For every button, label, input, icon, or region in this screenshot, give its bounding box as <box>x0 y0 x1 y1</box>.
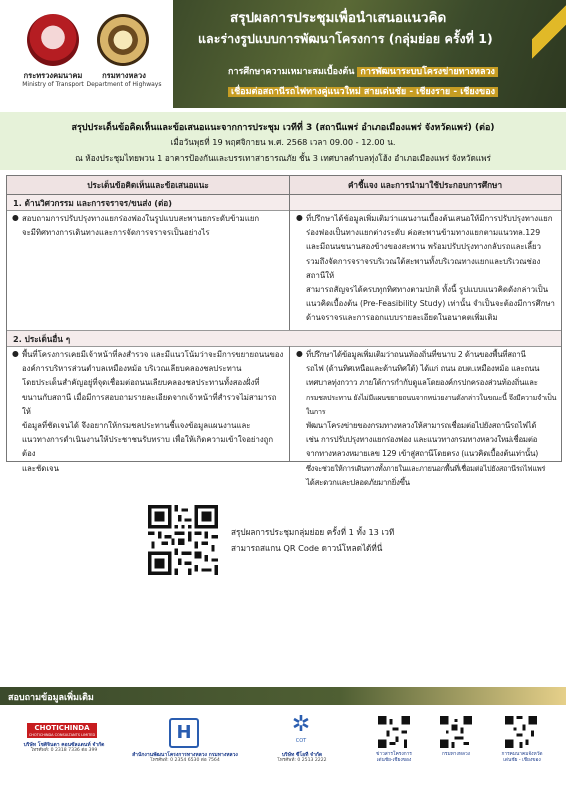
meeting-info-box <box>0 112 566 170</box>
chotichinda-logo: CHOTICHINDA <box>27 723 97 733</box>
bullet: ● <box>12 349 19 358</box>
footer-qr-transport-label <box>493 752 551 764</box>
page-title-line2: และร่างรูปแบบการพัฒนาโครงการ (กลุ่มย่อย ครั้งที่ 1) <box>198 31 493 46</box>
qr-label-line: การคมนาคมจังหวัด <box>501 752 543 757</box>
org1-english-name: Ministry of Transport <box>22 81 84 88</box>
text-line: แนวคิดเบื้องต้น (Pre-Feasibility Study) เท่านั้น จำเป็นจะต้องมีการศึกษา <box>306 299 555 309</box>
qr-label-line: เด่นชัย - เชียงของ <box>503 758 541 763</box>
text-line: ด้านจราจรและการออกแบบรายละเอียดในอนาคตเพิ่มเติม <box>306 313 498 323</box>
subtitle-route: เชื่อมต่อสถานีรถไฟทางคู่แนวใหม่ สายเด่นชัย - เชียงราย - เชียงของ <box>228 87 498 97</box>
column-header-comments: ประเด็นข้อคิดเห็นและข้อเสนอแนะ <box>87 180 209 190</box>
org2-english-name: Department of Highways <box>86 81 162 88</box>
column-divider <box>289 176 290 330</box>
meeting-date: เมื่อวันพุธที่ 19 พฤศจิกายน พ.ศ. 2568 เวลา 09.00 - 12.00 น. <box>170 137 396 147</box>
footer-qr-highways[interactable] <box>440 716 472 748</box>
footer-qr-highways-label <box>430 752 482 758</box>
s1-comment <box>22 212 284 240</box>
contact-highways <box>130 752 240 764</box>
text-line: เทศบาลทุ่งกวาว ภายใต้การกำกับดูแลโดยองค์กรปกครองส่วนท้องถิ่นและ <box>306 378 538 388</box>
page-title-line1: สรุปผลการประชุมเพื่อนำเสนอแนวคิด <box>230 10 447 26</box>
text-line: พื้นที่โครงการเคยมีเจ้าหน้าที่ลงสำรวจ และมีแนวโน้มว่าจะมีการขยายถนนของ <box>22 350 284 359</box>
contact-name: สำนักงานพัฒนาโครงการทางหลวง กรมทางหลวง <box>132 752 238 758</box>
contact-phone: โทรศัพท์: 0 2513 2222 <box>277 758 327 763</box>
qr-caption-line2: สามารถสแกน QR Code ดาวน์โหลดได้ที่นี่ <box>231 543 383 553</box>
qr-caption-line1: สรุปผลการประชุมกลุ่มย่อย ครั้งที่ 1 ทั้ง 13 เวที <box>231 527 395 537</box>
text-line: โดยประเด็นสำคัญอยู่ที่จุดเชื่อมต่อถนนเลียบคลองชลประทานทั้งสองฝั่งที่ <box>22 378 260 388</box>
qr-label-line: กรมทางหลวง <box>442 752 470 757</box>
text-line: และชัดเจน <box>22 463 59 473</box>
table-header-row <box>7 176 561 195</box>
page-header <box>0 0 566 108</box>
column-header-responses: คำชี้แจง และการนำมาใช้ประกอบการศึกษา <box>347 180 503 190</box>
footer-qr-project[interactable] <box>378 716 410 748</box>
section2-label: 2. ประเด็นอื่น ๆ <box>13 334 71 344</box>
download-qr-code[interactable] <box>148 505 218 575</box>
text-line: ข้อมูลที่ชัดเจนได้ จึงอยากให้กรมชลประทานชี้แจงข้อมูลแผนงานและ <box>22 421 251 431</box>
bullet: ● <box>12 213 19 222</box>
meeting-venue: ณ ห้องประชุมไทยพวน 1 อาคารป้องกันและบรรเทาสาธารณภัย ชั้น 3 เทศบาลตำบลทุ่งโฮ้ง อำเภอเมืองแพร่ จังหวัดแพร่ <box>75 153 491 163</box>
section1-label: 1. ด้านวิศวกรรม และการจราจร/ขนส่ง (ต่อ) <box>13 198 172 208</box>
org-highways <box>84 71 164 89</box>
text-line: องค์การบริหารส่วนตำบลเหมืองหม้อ บริเวณเลียบคลองชลประทาน <box>22 364 242 374</box>
contact-name: บริษัท ซีโอที จำกัด <box>281 752 323 758</box>
qr-label-line: ข่าวสารโครงการ <box>376 752 412 757</box>
column-divider <box>289 346 290 461</box>
text-line: เช่น การปรับปรุงทางแยกร่องฟอง และแนวทางกรมทางหลวงใหม่เชื่อมต่อ <box>306 435 538 445</box>
text-line: จากทางหลวงหมายเลข 129 เข้าสู่สถานีโดยตรง (แนวคิดเบื้องต้นเท่านั้น) <box>306 449 539 459</box>
footer-title: สอบถามข้อมูลเพิ่มเติม <box>8 693 94 703</box>
contact-chotichinda <box>14 742 114 754</box>
text-line: สอบถามการปรับปรุงทางแยกร่องฟองในรูปแบบสะพานยกระดับข้ามแยก <box>22 214 260 223</box>
s2-response <box>306 348 558 490</box>
chotichinda-logo-subtitle: CHOTICHINDA CONSULTANTS LIMITED <box>28 733 96 737</box>
s1-response <box>306 212 558 326</box>
footer-bar <box>0 687 566 705</box>
banner-accent-stripe <box>532 0 566 64</box>
text-line: ซึ่งจะช่วยให้การเดินทางทั้งภายในและภายนอกพื้นที่เชื่อมต่อไปยังสถานีรถไฟแพร่ <box>306 463 546 473</box>
s2-comment <box>22 348 284 476</box>
text-line: แนวทางการดำเนินงานให้ประชาชนรับทราบ เพื่อให้เกิดความเข้าใจอย่างถูกต้อง <box>22 435 274 459</box>
text-line: พัฒนาโครงข่ายของกรมทางหลวงให้สามารถเชื่อมต่อไปยังสถานีรถไฟได้ <box>306 421 537 431</box>
text-line: ที่ปรึกษาได้ข้อมูลเพิ่มเติมว่าถนนท้องถิ่นที่ขนาบ 2 ด้านของพื้นที่สถานี <box>306 350 526 359</box>
subtitle-text: การศึกษาความเหมาะสมเบื้องต้น <box>228 67 355 77</box>
section-header-engineering <box>7 195 561 211</box>
text-line: ขนานกับสถานี เมื่อมีการสอบถามรายละเอียดจากเจ้าหน้าที่สำรวจไม่สามารถให้ <box>22 392 277 416</box>
contact-phone: โทรศัพท์: 0 2354 6530 ต่อ 7564 <box>150 758 220 763</box>
contact-phone: โทรศัพท์: 0 2318 7336 ต่อ 399 <box>30 748 98 753</box>
text-line: จะมีทิศทางการเดินทางและการจัดการจราจรเป็นอย่างไร <box>22 228 210 238</box>
text-line: ที่ปรึกษาได้ข้อมูลเพิ่มเติมว่าแผนงานเบื้องต้นเสนอให้มีการปรับปรุงทางแยก <box>306 214 553 223</box>
text-line: รวมถึงจัดการจราจรบริเวณใต้สะพานทั้งบริเวณทางแยกและบริเวณช่องสถานีให้ <box>306 256 541 280</box>
page-subtitle-line1 <box>228 64 498 78</box>
footer-qr-transport[interactable] <box>505 716 537 748</box>
page-subtitle-line2 <box>228 84 498 98</box>
comments-table <box>6 175 562 487</box>
ministry-of-transport-logo <box>27 14 79 66</box>
text-line: และมีถนนขนานสองข้างของสะพาน พร้อมปรับปรุงทางกลับรถและเลี้ยว <box>306 242 541 252</box>
text-line: ร่องฟองเป็นทางแยกต่างระดับ ค่อสะพานข้ามทางแยกตามแนวทล.129 <box>306 228 541 238</box>
contact-name: บริษัท โชติจินดา คอนซัลแตนท์ จำกัด <box>23 742 105 748</box>
contact-cot <box>250 752 354 764</box>
org1-thai-name: กระทรวงคมนาคม <box>23 71 83 80</box>
bullet: ● <box>296 349 303 358</box>
text-line: สามารถสัญจรได้ครบทุกทิศทางตามปกติ ทั้งนี้ รูปแบบแนวคิดดังกล่าวเป็น <box>306 285 549 295</box>
subtitle-highlight: การพัฒนาระบบโครงข่ายทางหลวง <box>357 67 498 77</box>
bullet: ● <box>296 213 303 222</box>
text-line: กรมชลประทาน ยังไม่มีแผนขยายถนนจากหน่วยงานดังกล่าวในขณะนี้ จึงมีความจำเป็นในการ <box>306 392 557 416</box>
cot-logo-text: COT <box>295 738 307 744</box>
qr-label-line: เด่นชัย-เชียงของ <box>376 758 412 763</box>
text-line: รถไฟ (ด้านทิศเหนือและด้านทิศใต้) ได้แก่ ถนน อบต.เหมืองหม้อ และถนน <box>306 364 540 374</box>
org2-thai-name: กรมทางหลวง <box>102 71 146 80</box>
section-header-other <box>7 330 561 347</box>
cot-logo-icon: ✲ <box>291 712 311 737</box>
highways-h-logo: H <box>169 718 199 748</box>
meeting-title: สรุปประเด็นข้อคิดเห็นและข้อเสนอแนะจากการประชุม เวทีที่ 3 (สถานีแพร่ อำเภอเมืองแพร่ จังหวัดแพร่) (ต่อ) <box>71 123 495 133</box>
footer-qr-project-label <box>368 752 420 764</box>
text-line: ได้สะดวกและปลอดภัยมากยิ่งขึ้น <box>306 477 410 487</box>
department-of-highways-logo <box>97 14 149 66</box>
